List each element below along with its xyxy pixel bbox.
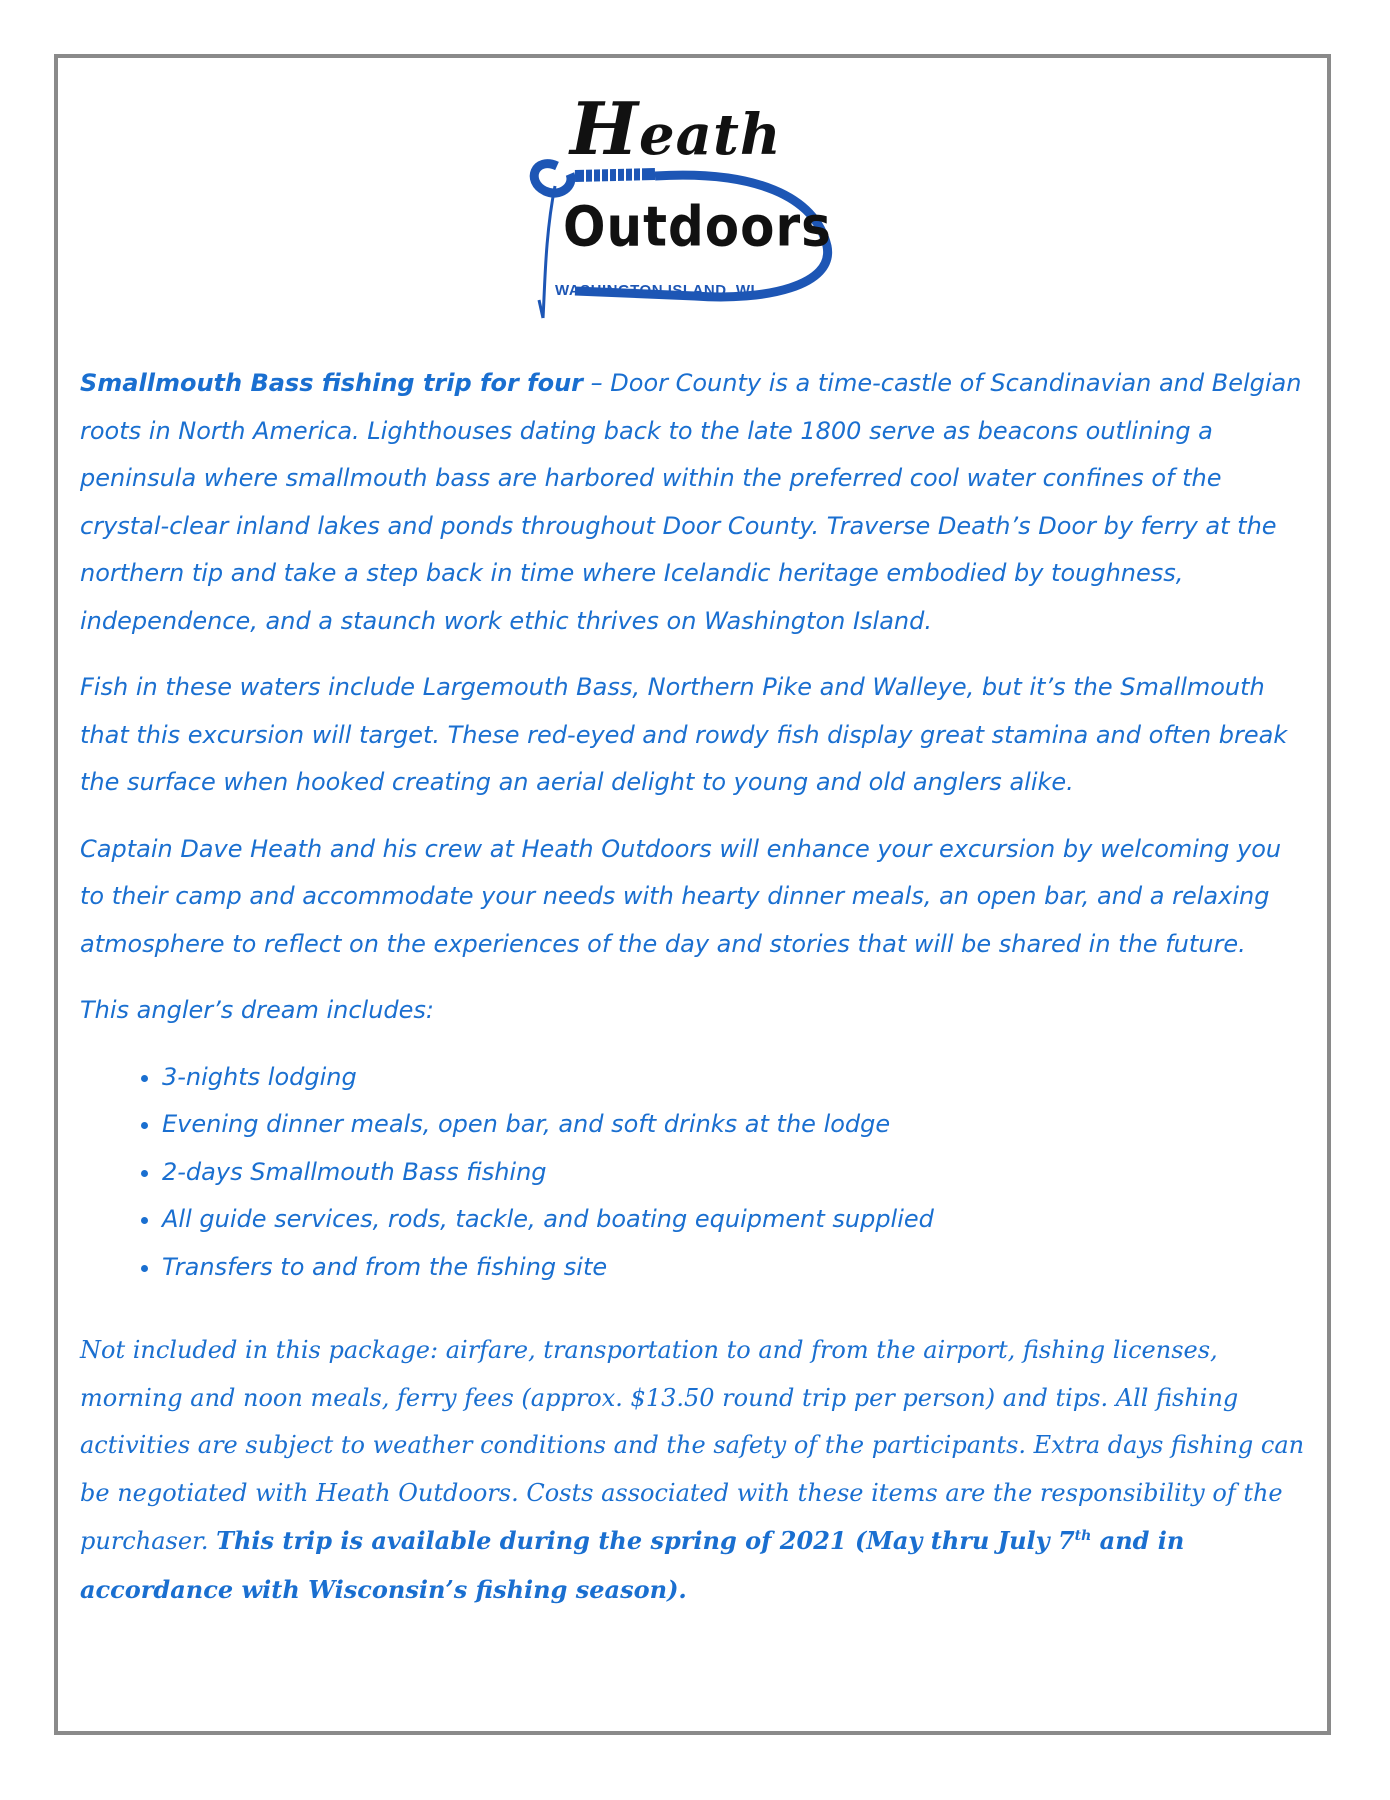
document-body [80, 360, 1310, 1633]
includes-list [80, 1054, 1310, 1292]
includes-heading: This angler’s dream includes: [80, 996, 435, 1024]
trip-title: Smallmouth Bass fishing trip for four [80, 369, 584, 397]
intro-paragraph [80, 360, 1310, 645]
fish-paragraph: Fish in these waters include Largemouth Bass, Northern Pike and Walleye, but it’s the Smallmouth that this excursion will target. These red-eyed and rowdy fish display great stamina and often break the surface when hooked creating an aerial delight to young and old anglers alike. [80, 673, 1288, 796]
availability-part: This trip is available during the spring of 2021 (May thru July 7 [216, 1526, 1075, 1555]
list-item: • Evening dinner meals, open bar, and soft drinks at the lodge [162, 1101, 1310, 1149]
list-item: • 2-days Smallmouth Bass fishing [162, 1149, 1310, 1197]
logo-name-top: Heath [570, 86, 782, 171]
logo-name-bottom: Outdoors [563, 195, 832, 259]
availability-text [80, 1526, 1184, 1604]
ordinal-suffix: th [1074, 1528, 1092, 1544]
intro-text: – Door County is a time-castle of Scandinavian and Belgian roots in North America. Lighthouses dating back to the late 1800 serve as beacons outlining a peninsula where smallmouth bass are harbored within the preferred cool water confines of the crystal-clear inland lakes and ponds throughout Door County. Traverse Death’s Door by ferry at the northern tip and take a step back in time where Icelandic heritage embodied by toughness, independence, and a staunch work ethic thrives on Washington Island. [80, 369, 1302, 635]
heath-outdoors-logo [515, 86, 875, 326]
list-item: • 3-nights lodging [162, 1054, 1310, 1102]
captain-paragraph: Captain Dave Heath and his crew at Heath Outdoors will enhance your excursion by welcoming you to their camp and accommodate your needs with hearty dinner meals, an open bar, and a relaxing atmosphere to reflect on the experiences of the day and stories that will be shared in the future. [80, 834, 1282, 958]
notes-text: Not included in this package: airfare, transportation to and from the airport, fishing licenses, morning and noon meals, ferry fees (approx. $13.50 round trip per person) and tips. All fishing activities are subject to weather conditions and the safety of the participants. Extra days fishing can be negotiated with Heath Outdoors. Costs associated with these items are the responsibility of the purchaser. [80, 1336, 1305, 1555]
logo-location: WASHINGTON ISLAND, WI [555, 282, 756, 299]
list-item: • Transfers to and from the fishing site [162, 1244, 1310, 1292]
list-item: • All guide services, rods, tackle, and boating equipment supplied [162, 1196, 1310, 1244]
notes-paragraph [80, 1327, 1310, 1614]
availability-part: and in accordance with Wisconsin’s fishing season). [80, 1526, 1185, 1604]
